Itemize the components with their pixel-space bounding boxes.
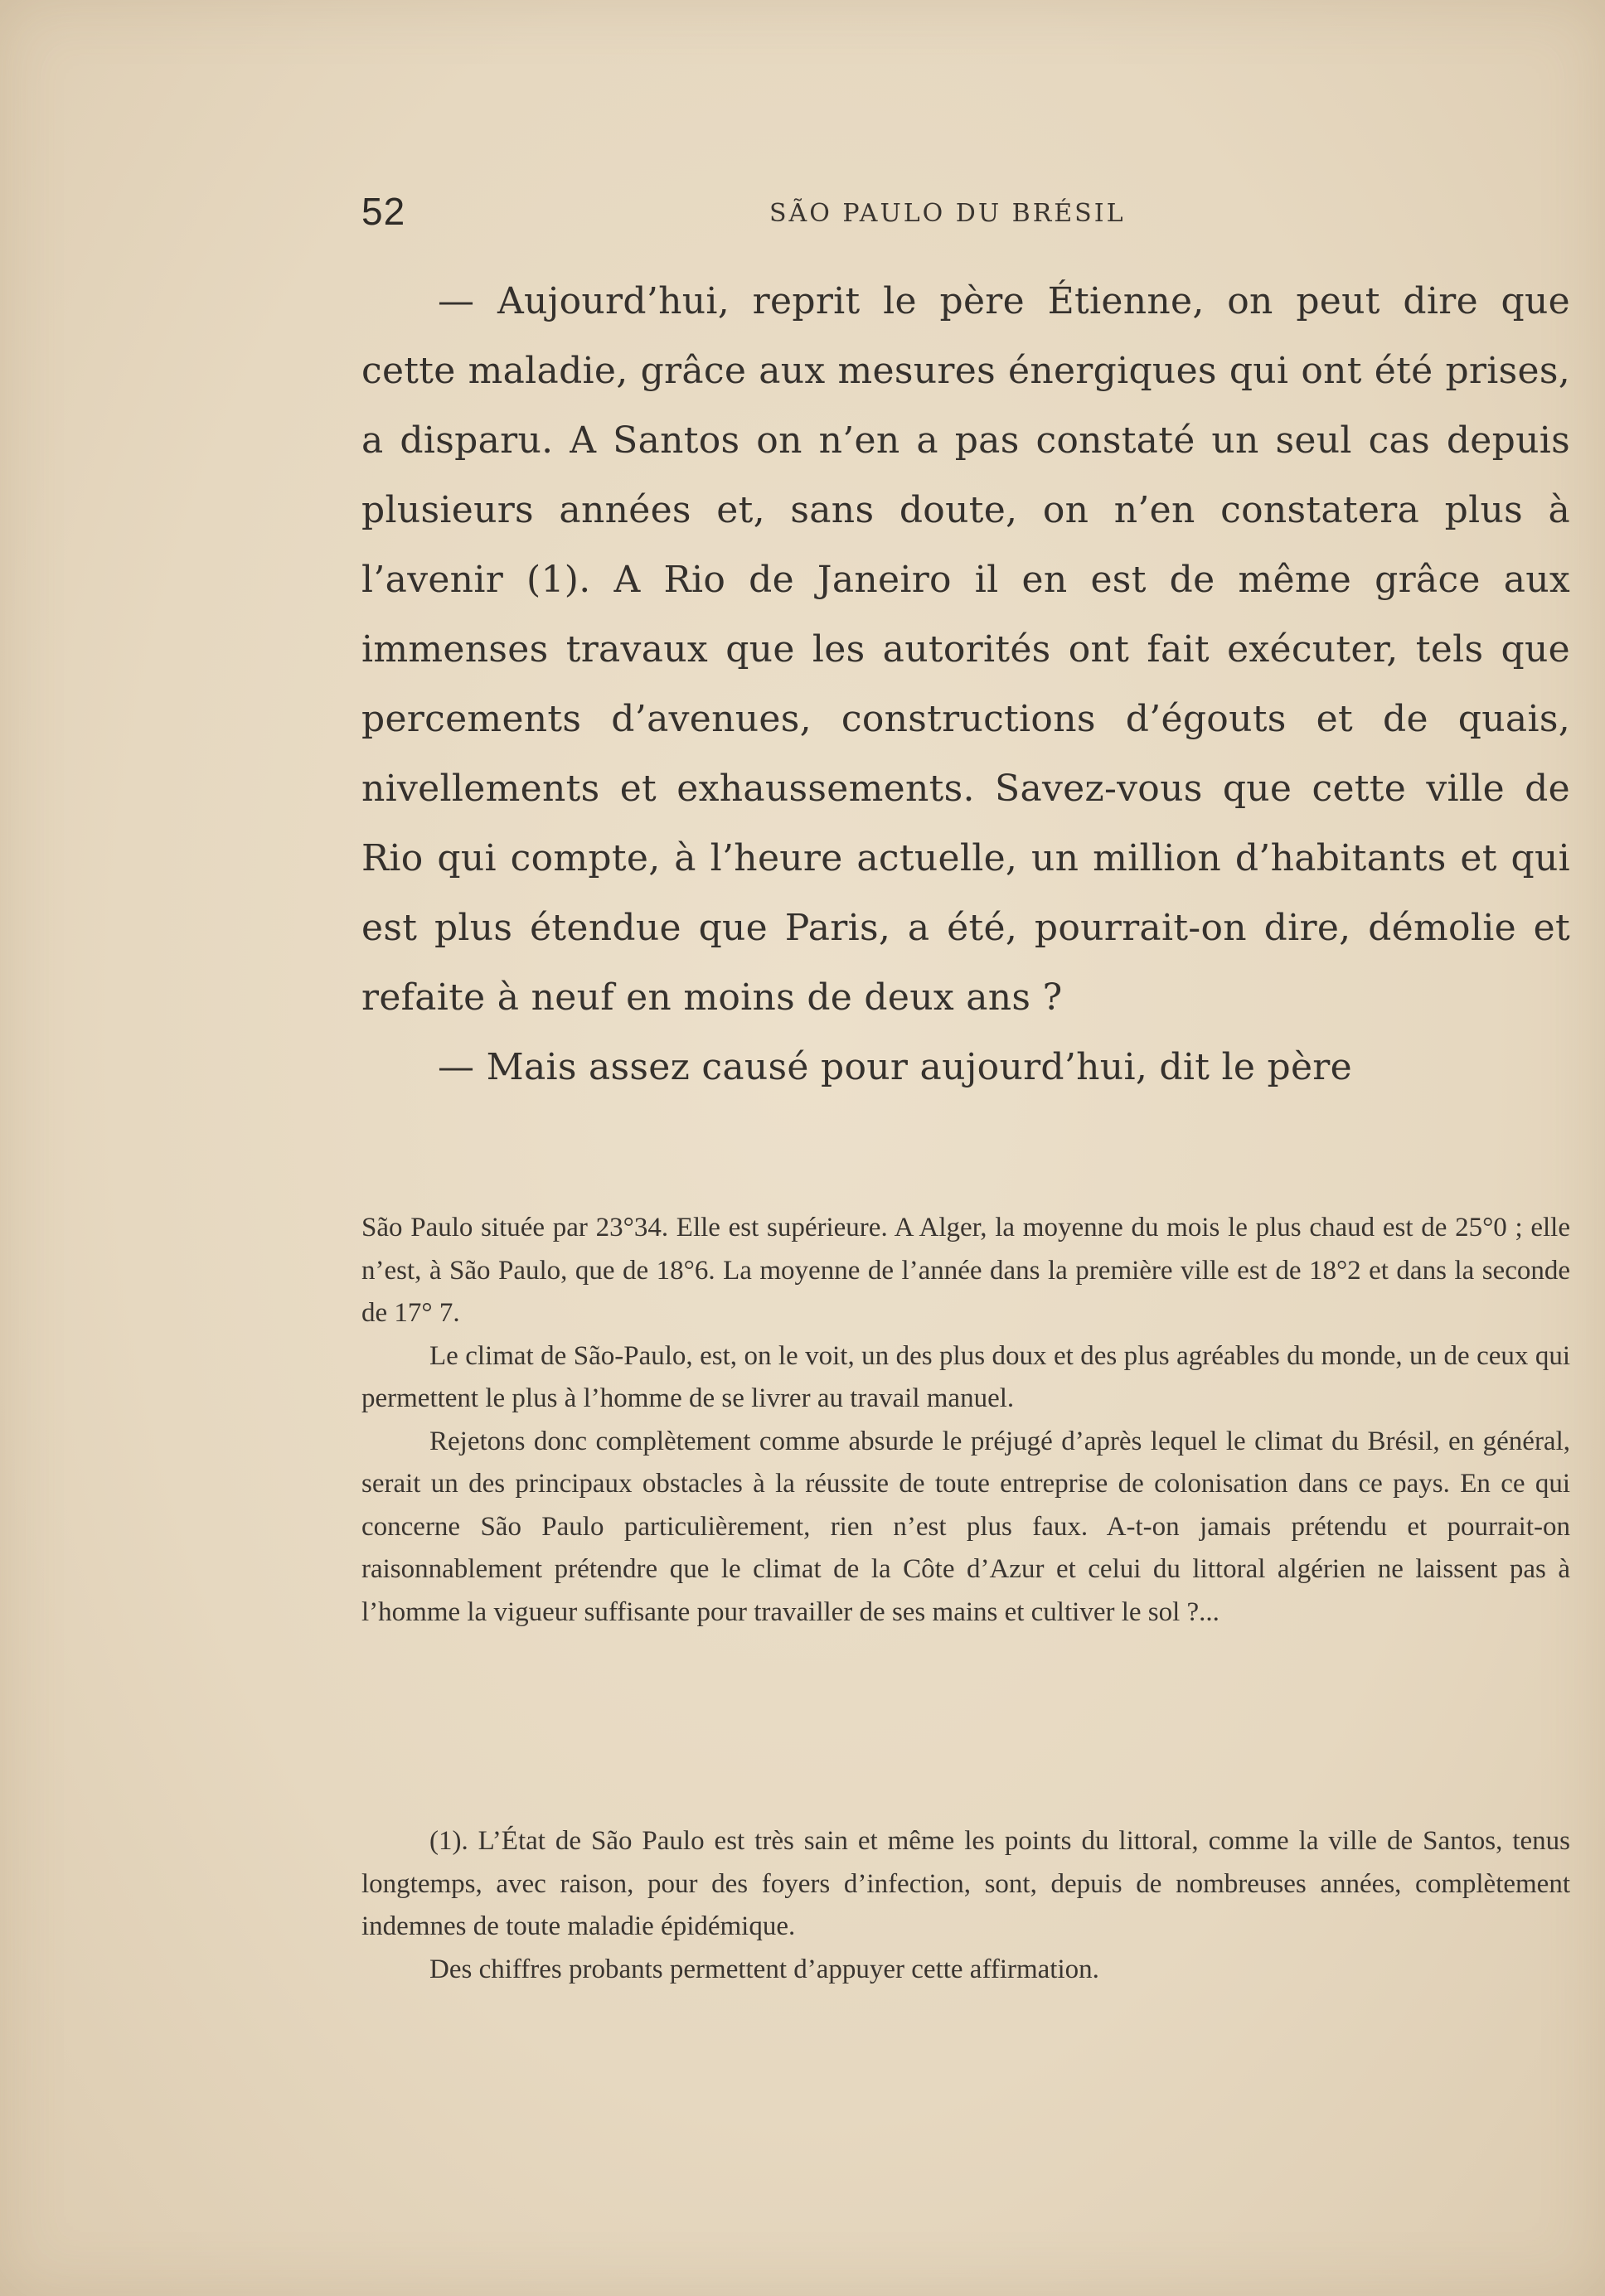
- footnote: [361, 1820, 1570, 1991]
- page-number: 52: [361, 190, 406, 233]
- body-paragraph: — Aujourd’hui, reprit le père Étienne, on peut dire que cette maladie, grâce aux mesures énergiques qui ont été prises, a disparu. A Santos on n’en a pas constaté un seul cas depuis plusieurs années et, sans doute, on n’en constatera plus à l’avenir (1). A Rio de Janeiro il en est de même grâce aux immenses travaux que les autorités ont fait exécuter, tels que percements d’avenues, constructions d’égouts et de quais, nivellements et exhaussements. Savez-vous que cette ville de Rio qui compte, à l’heure actuelle, un million d’habitants et qui est plus étendue que Paris, a été, pourrait-on dire, démolie et refaite à neuf en moins de deux ans ?: [361, 280, 1570, 1019]
- note-paragraph: Rejetons donc complètement comme absurde le préjugé d’après lequel le climat du Brésil, en général, serait un des principaux obstacles à la réussite de toute entreprise de colonisation dans ce pays. En ce qui concerne São Paulo particulièrement, rien n’est plus faux. A-t-on jamais prétendu et pourrait-on raisonnablement prétendre que le climat de la Côte d’Azur et celui du littoral algérien ne laissent pas à l’homme la vigueur suffisante pour travailler de ses mains et cultiver le sol ?...: [361, 1426, 1570, 1627]
- footnote-paragraph: Des chiffres probants permettent d’appuyer cette affirmation.: [429, 1954, 1099, 1984]
- main-text: [361, 267, 1570, 1102]
- footnote-paragraph: (1). L’État de São Paulo est très sain et même les points du littoral, comme la ville de Santos, tenus longtemps, avec raison, pour des foyers d’infection, sont, depuis de nombreuses années, complètement indemnes de toute maladie épidémique.: [361, 1826, 1570, 1941]
- page-header: [361, 189, 1570, 239]
- note-paragraph: Le climat de São-Paulo, est, on le voit, un des plus doux et des plus agréables du monde, un de ceux qui permettent le plus à l’homme de se livrer au travail manuel.: [361, 1340, 1570, 1413]
- running-title: SÃO PAULO DU BRÉSIL: [769, 199, 1126, 228]
- continued-footnote: [361, 1207, 1570, 1634]
- body-paragraph: — Mais assez causé pour aujourd’hui, dit le père: [438, 1046, 1352, 1088]
- note-paragraph: São Paulo située par 23°34. Elle est supérieure. A Alger, la moyenne du mois le plus chaud est de 25°0 ; elle n’est, à São Paulo, que de 18°6. La moyenne de l’année dans la première ville est de 18°2 et dans la seconde de 17° 7.: [361, 1213, 1570, 1328]
